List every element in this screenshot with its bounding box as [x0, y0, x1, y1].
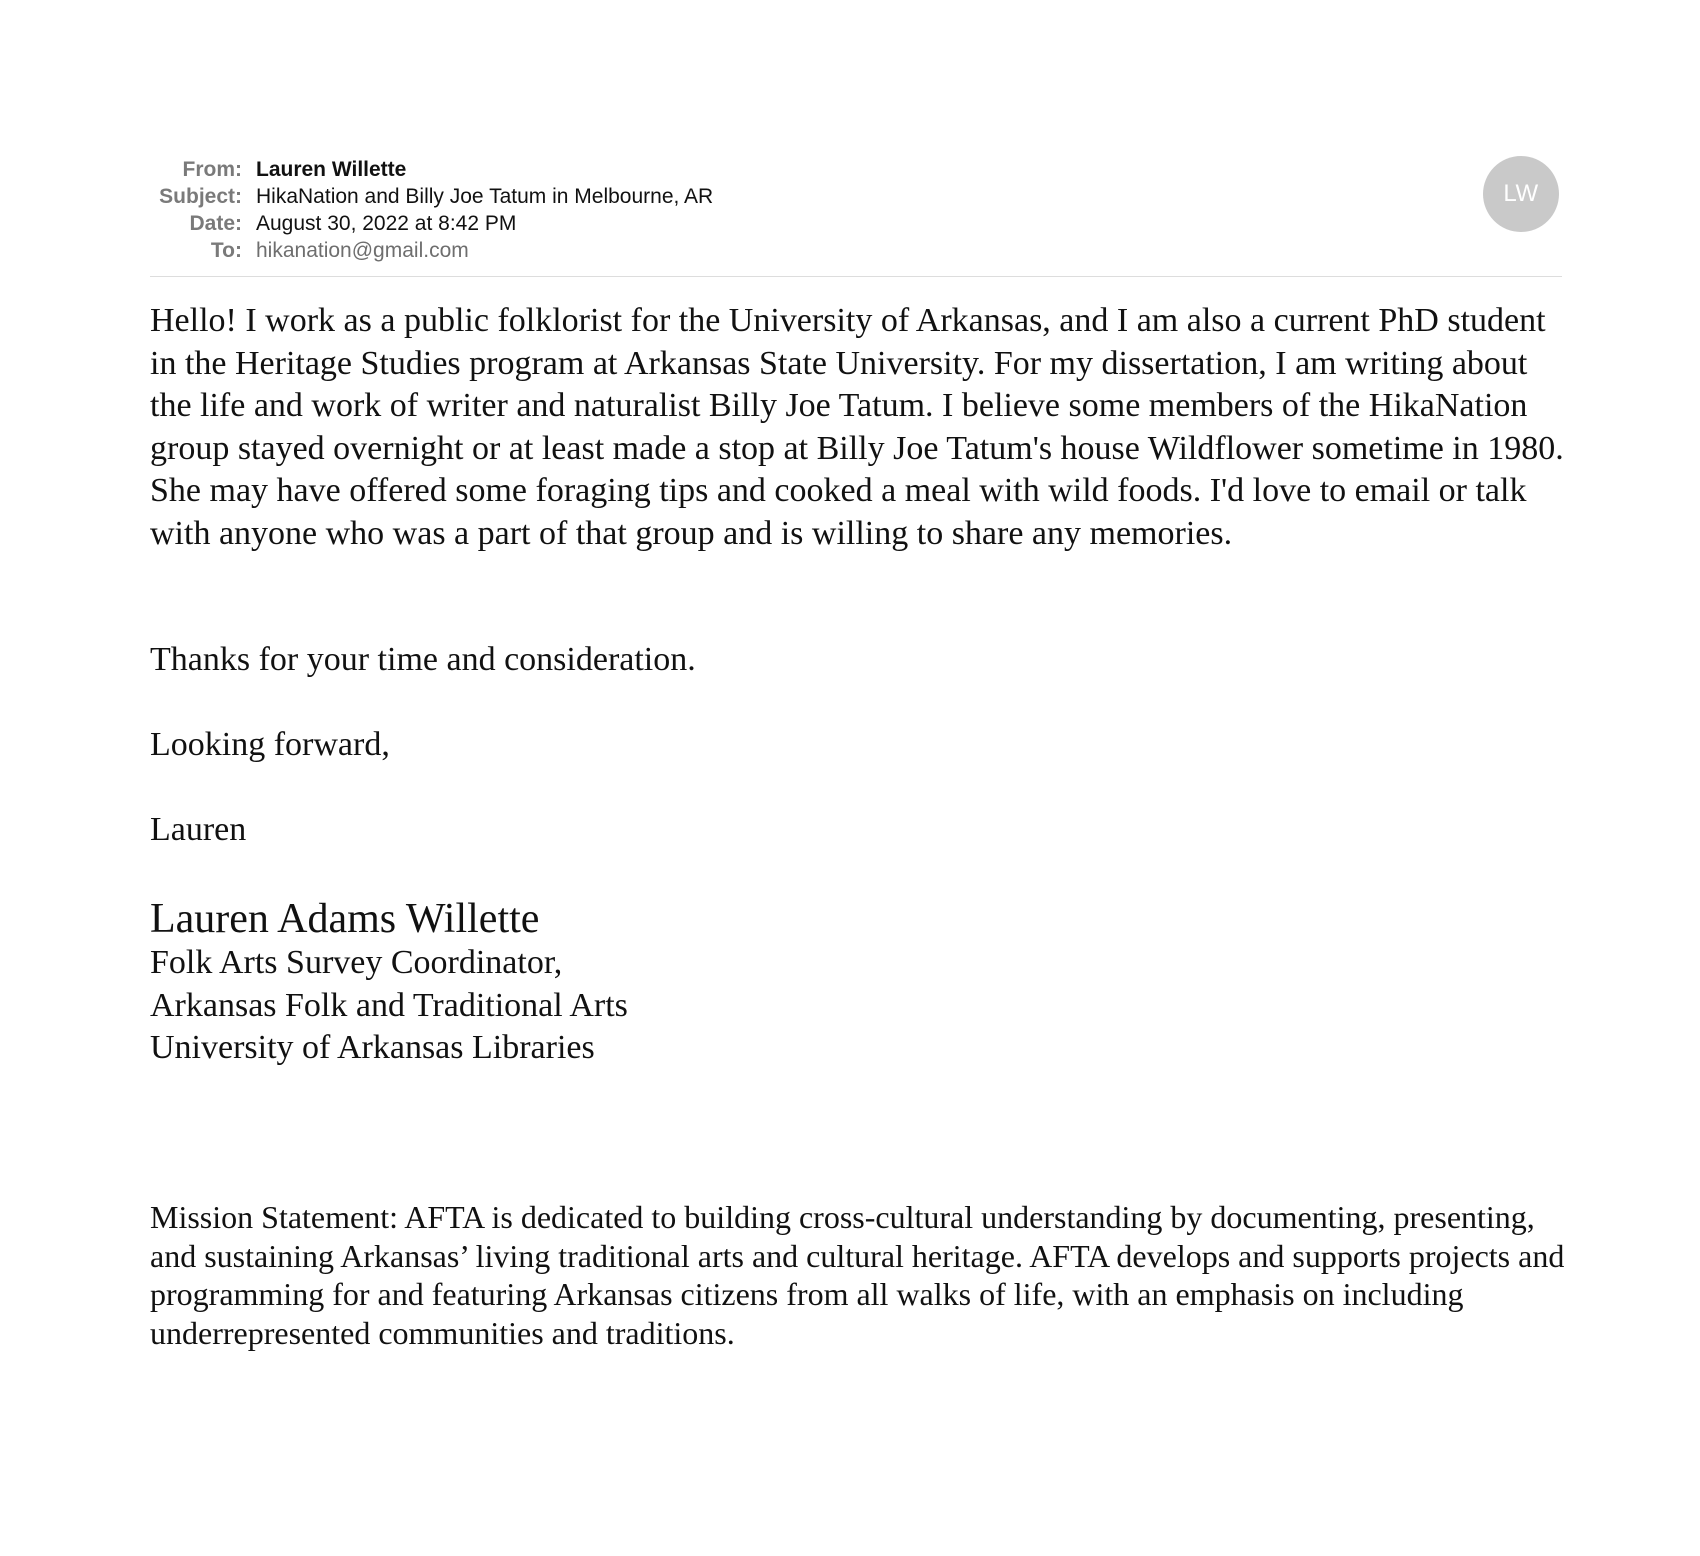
signoff-name: Lauren: [150, 811, 247, 848]
sender-name[interactable]: Lauren Willette: [256, 158, 407, 181]
to-row: [150, 237, 1562, 264]
to-label: To:: [210, 239, 242, 262]
signature-name: Lauren Adams Willette: [150, 896, 540, 942]
email-header: [150, 156, 1562, 277]
date-label: Date:: [189, 212, 242, 235]
subject-value: HikaNation and Billy Joe Tatum in Melbourne, AR: [256, 185, 714, 208]
subject-row: [150, 183, 1562, 210]
recipient-address[interactable]: hikanation@gmail.com: [256, 239, 469, 262]
date-row: [150, 210, 1562, 237]
avatar: LW: [1483, 156, 1559, 232]
message-paragraph: Hello! I work as a public folklorist for the University of Arkansas, and I am also a current PhD student in the Heritage Studies program at Arkansas State University. For my dissertation, I am writing about the life and work of writer and naturalist Billy Joe Tatum. I believe some members of the HikaNation group stayed overnight or at least made a stop at Billy Joe Tatum's house Wildflower sometime in 1980. She may have offered some foraging tips and cooked a meal with wild foods. I'd love to email or talk with anyone who was a part of that group and is willing to share any memories.: [150, 302, 1564, 552]
signature-institution: University of Arkansas Libraries: [150, 1029, 595, 1066]
subject-label: Subject:: [159, 185, 242, 208]
from-row: [150, 156, 1562, 183]
thanks-line: Thanks for your time and consideration.: [150, 641, 696, 678]
closing-line: Looking forward,: [150, 726, 390, 763]
signature-organization: Arkansas Folk and Traditional Arts: [150, 986, 628, 1024]
signature-block: [150, 942, 628, 1070]
mission-statement: Mission Statement: AFTA is dedicated to building cross-cultural understanding by documenting, presenting, and sustaining Arkansas’ living traditional arts and cultural heritage. AFTA develops and supports projects and programming for and featuring Arkansas citizens from all walks of life, with an emphasis on including underrepresented communities and traditions.: [150, 1199, 1565, 1351]
date-value: August 30, 2022 at 8:42 PM: [256, 212, 517, 235]
signature-title: Folk Arts Survey Coordinator,: [150, 944, 563, 981]
from-label: From:: [182, 158, 242, 181]
